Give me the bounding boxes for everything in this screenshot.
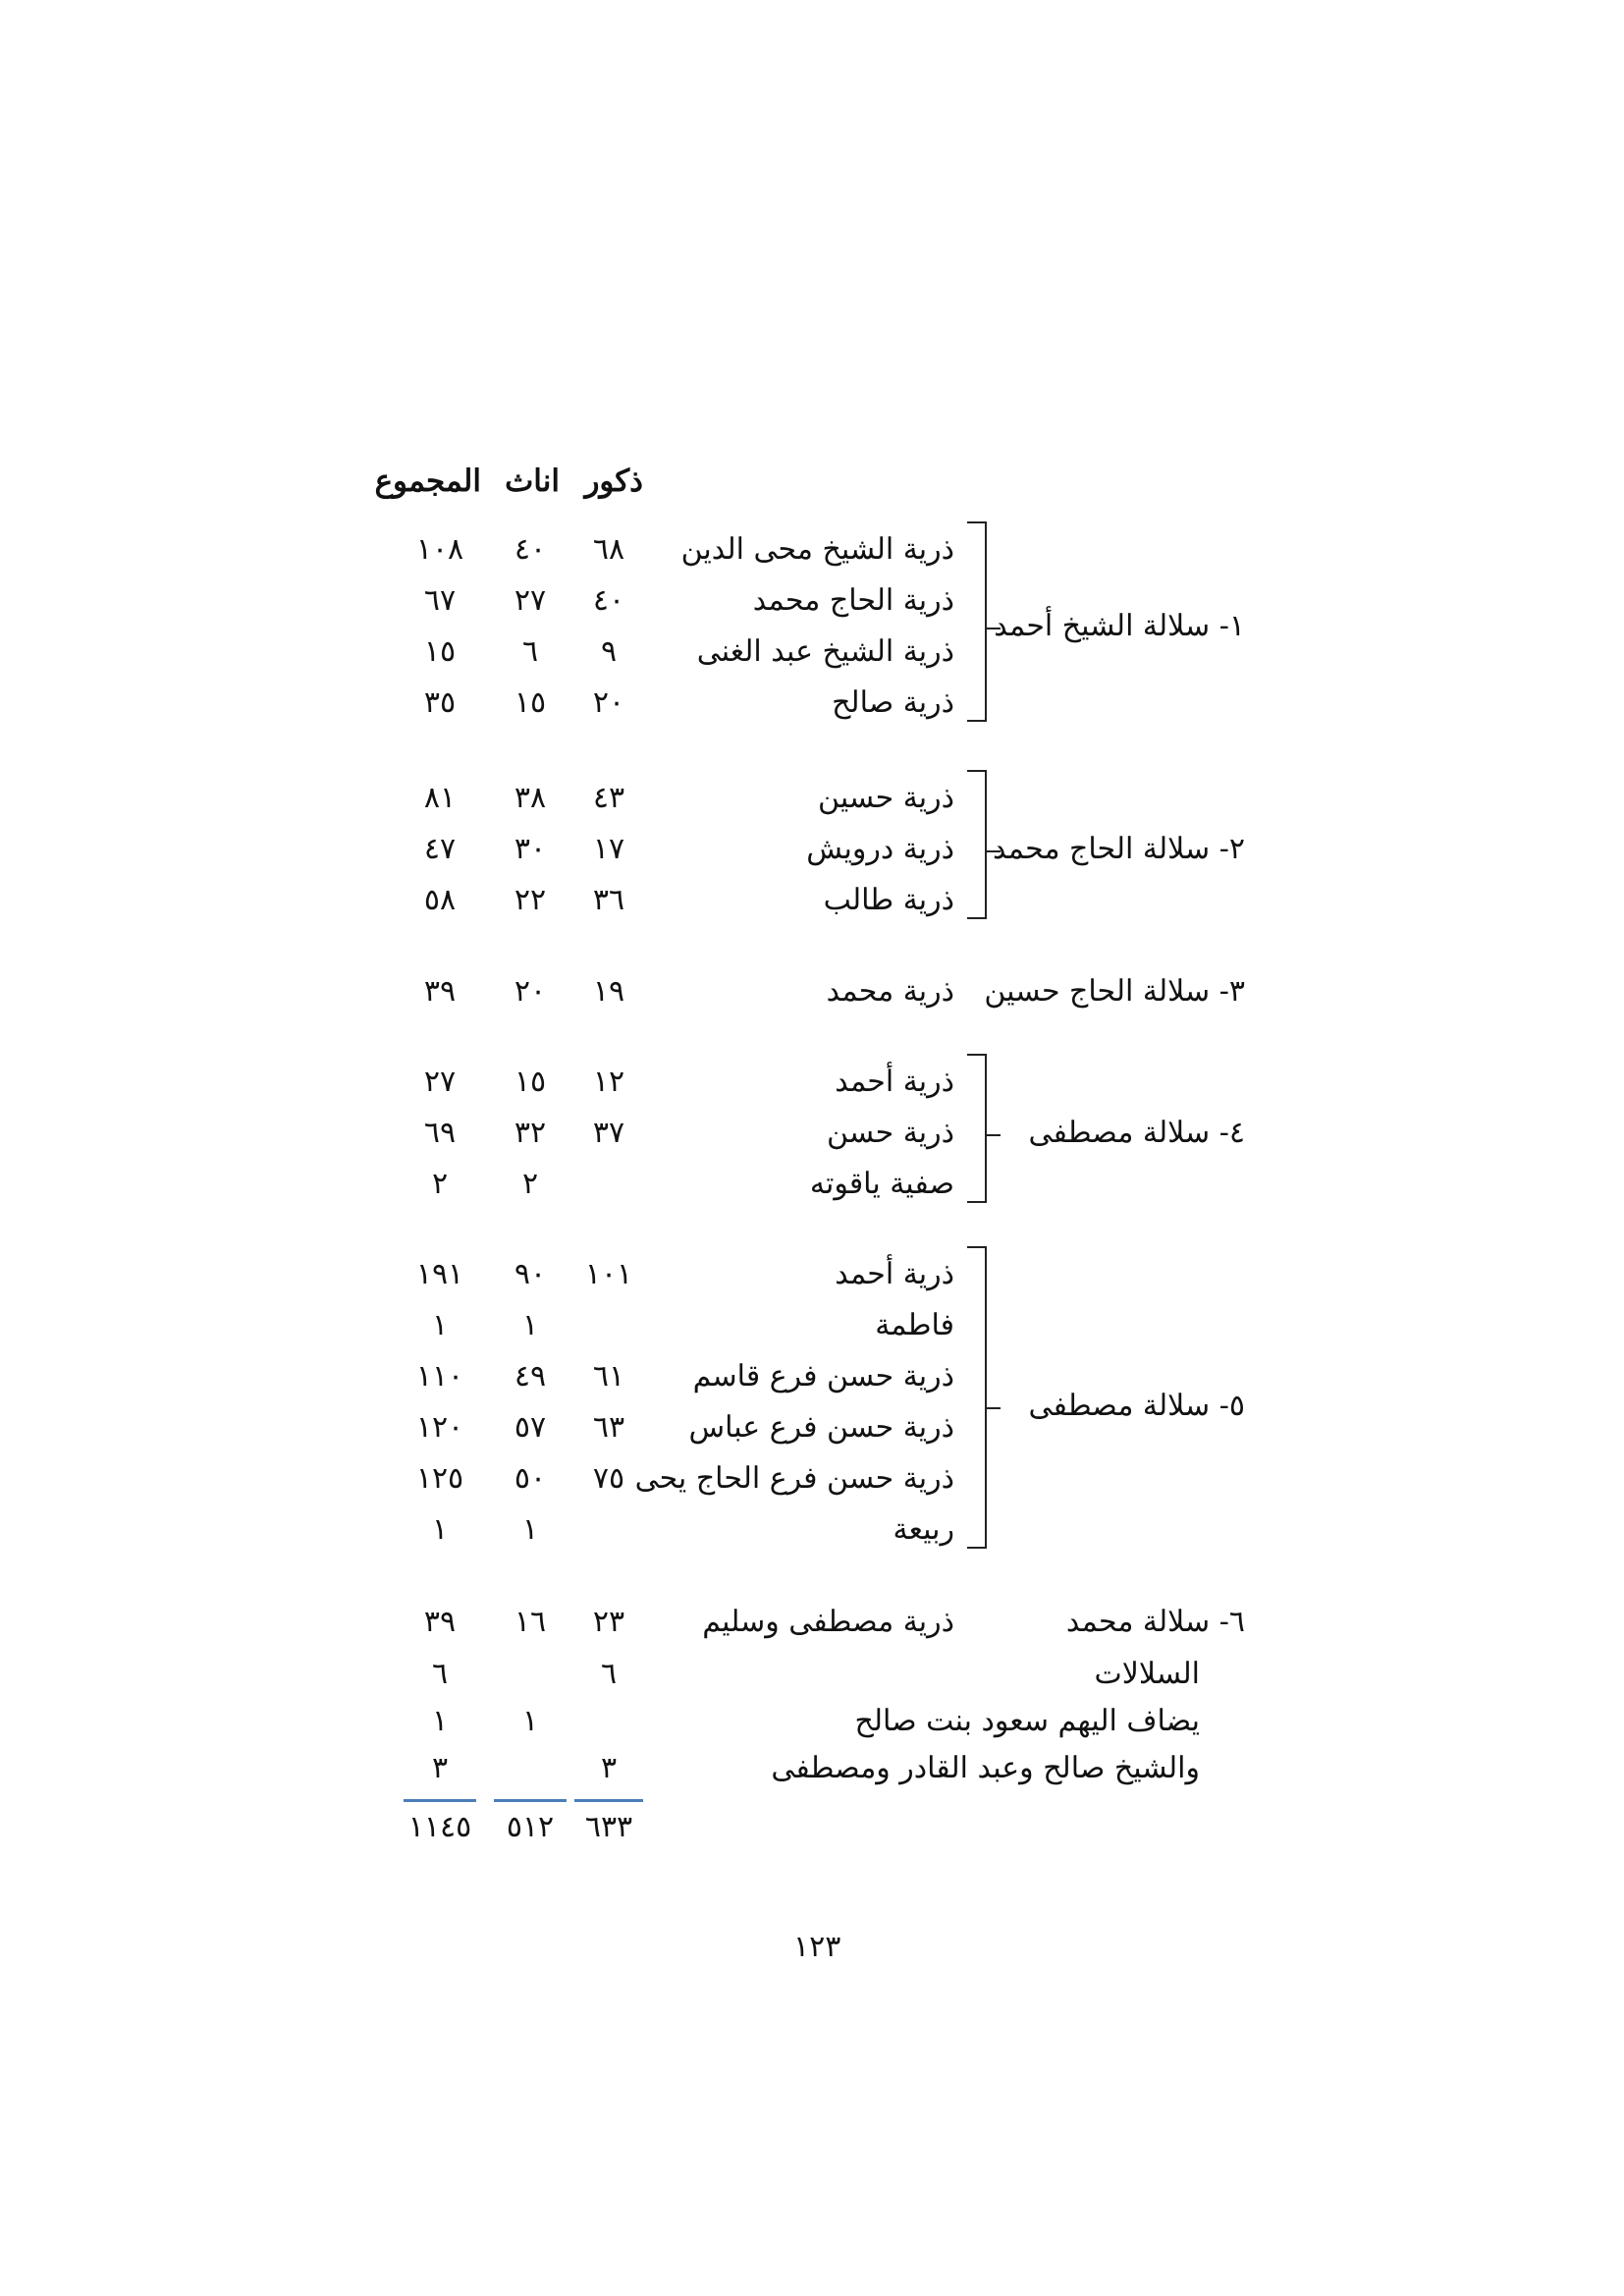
descendant-name: ذرية صالح [832, 685, 954, 720]
totals-f: ٥١٢ [506, 1810, 555, 1844]
row-m: ١٩ [592, 974, 625, 1009]
descendant-name: ذرية حسن فرع الحاج يحى [634, 1461, 954, 1496]
row-t: ١٠٨ [415, 532, 464, 567]
row-f: ٢ [521, 1167, 539, 1201]
row-t: ٣٩ [423, 974, 457, 1009]
row-m: ٢٠ [592, 685, 625, 720]
row-t: ٥٨ [423, 883, 457, 917]
row-m: ٦٣ [592, 1410, 625, 1445]
row-f: ٢٢ [514, 883, 547, 917]
descendant-name: ذرية أحمد [835, 1065, 954, 1099]
row-t: ١ [431, 1512, 449, 1547]
row-t: ١٥ [423, 634, 457, 669]
row-m: ١٢ [592, 1065, 625, 1099]
row-t: ١٢٥ [415, 1461, 464, 1496]
row-m: ١٠١ [584, 1257, 633, 1291]
row-m: ٦١ [592, 1359, 625, 1394]
descendant-name: ذرية حسن فرع عباس [688, 1410, 954, 1445]
extra-label: يضاف اليهم سعود بنت صالح [854, 1704, 1200, 1738]
header-females: اناث [505, 464, 560, 499]
row-f: ٦ [521, 634, 539, 669]
group-bracket [967, 770, 987, 919]
row-t: ٦٧ [423, 583, 457, 618]
sum-rule [574, 1799, 643, 1802]
row-t: ٣٩ [423, 1605, 457, 1639]
row-f: ٢٠ [514, 974, 547, 1009]
descendant-name: صفية ياقوته [809, 1167, 954, 1201]
extra-m: ٦ [600, 1657, 618, 1691]
descendant-name: ذرية الشيخ محى الدين [680, 532, 954, 567]
totals-t: ١١٤٥ [407, 1810, 472, 1844]
row-m: ٤٠ [592, 583, 625, 618]
bracket-tick [987, 1134, 1001, 1136]
extra-t: ١ [431, 1704, 449, 1738]
row-f: ٣٠ [514, 832, 547, 866]
extra-m: ٣ [600, 1751, 618, 1785]
row-m: ٣٦ [592, 883, 625, 917]
descendant-name: ذرية الحاج محمد [752, 583, 954, 618]
extra-t: ٣ [431, 1751, 449, 1785]
row-t: ٢ [431, 1167, 449, 1201]
group-label: ٣- سلالة الحاج حسين [984, 974, 1245, 1009]
group-label: ٤- سلالة مصطفى [1028, 1116, 1245, 1150]
row-t: ٢٧ [423, 1065, 457, 1099]
row-t: ١٩١ [415, 1257, 464, 1291]
bracket-tick [987, 628, 1001, 629]
row-t: ٦٩ [423, 1116, 457, 1150]
row-f: ١٥ [514, 1065, 547, 1099]
row-f: ٣٨ [514, 781, 547, 815]
row-f: ٩٠ [514, 1257, 547, 1291]
descendant-name: ذرية مصطفى وسليم [702, 1605, 954, 1639]
row-m: ٩ [600, 634, 618, 669]
row-m: ١٧ [592, 832, 625, 866]
descendant-name: ذرية حسن [827, 1116, 954, 1150]
row-f: ٥٧ [514, 1410, 547, 1445]
row-m: ٤٣ [592, 781, 625, 815]
descendant-name: ذرية طالب [823, 883, 954, 917]
descendant-name: ذرية محمد [826, 974, 954, 1009]
row-f: ٣٢ [514, 1116, 547, 1150]
group-label: ٥- سلالة مصطفى [1028, 1389, 1245, 1423]
extra-t: ٦ [431, 1657, 449, 1691]
bracket-tick [987, 850, 1001, 852]
descendant-name: فاطمة [875, 1308, 954, 1342]
group-bracket [967, 1246, 987, 1549]
row-f: ١ [521, 1512, 539, 1547]
extra-label: السلالات [1094, 1657, 1200, 1691]
row-t: ١١٠ [415, 1359, 464, 1394]
row-f: ٢٧ [514, 583, 547, 618]
row-m: ٧٥ [592, 1461, 625, 1496]
descendant-name: ربيعة [893, 1512, 954, 1547]
row-f: ١ [521, 1308, 539, 1342]
row-t: ٤٧ [423, 832, 457, 866]
sum-rule [494, 1799, 567, 1802]
row-f: ٤٩ [514, 1359, 547, 1394]
group-bracket [967, 1054, 987, 1203]
descendant-name: ذرية درويش [806, 832, 954, 866]
header-males: ذكور [584, 464, 643, 499]
extra-f: ١ [521, 1704, 539, 1738]
row-f: ١٥ [514, 685, 547, 720]
row-t: ١ [431, 1308, 449, 1342]
group-label: ٢- سلالة الحاج محمد [992, 832, 1245, 866]
page-number: ١٢٣ [793, 1930, 841, 1964]
descendant-name: ذرية الشيخ عبد الغنى [696, 634, 954, 669]
row-f: ٥٠ [514, 1461, 547, 1496]
header-total: المجموع [374, 464, 481, 499]
descendant-name: ذرية حسن فرع قاسم [692, 1359, 954, 1394]
row-m: ٣٧ [592, 1116, 625, 1150]
row-t: ٨١ [423, 781, 457, 815]
row-t: ٣٥ [423, 685, 457, 720]
descendant-name: ذرية أحمد [835, 1257, 954, 1291]
group-label: ١- سلالة الشيخ أحمد [994, 609, 1245, 643]
totals-m: ٦٣٣ [584, 1810, 633, 1844]
row-f: ٤٠ [514, 532, 547, 567]
row-m: ٦٨ [592, 532, 625, 567]
bracket-tick [987, 1407, 1001, 1409]
descendant-name: ذرية حسين [817, 781, 954, 815]
group-label: ٦- سلالة محمد [1065, 1605, 1245, 1639]
extra-label: والشيخ صالح وعبد القادر ومصطفى [771, 1751, 1200, 1785]
group-bracket [967, 521, 987, 722]
row-m: ٢٣ [592, 1605, 625, 1639]
row-f: ١٦ [514, 1605, 547, 1639]
row-t: ١٢٠ [415, 1410, 464, 1445]
sum-rule [404, 1799, 476, 1802]
